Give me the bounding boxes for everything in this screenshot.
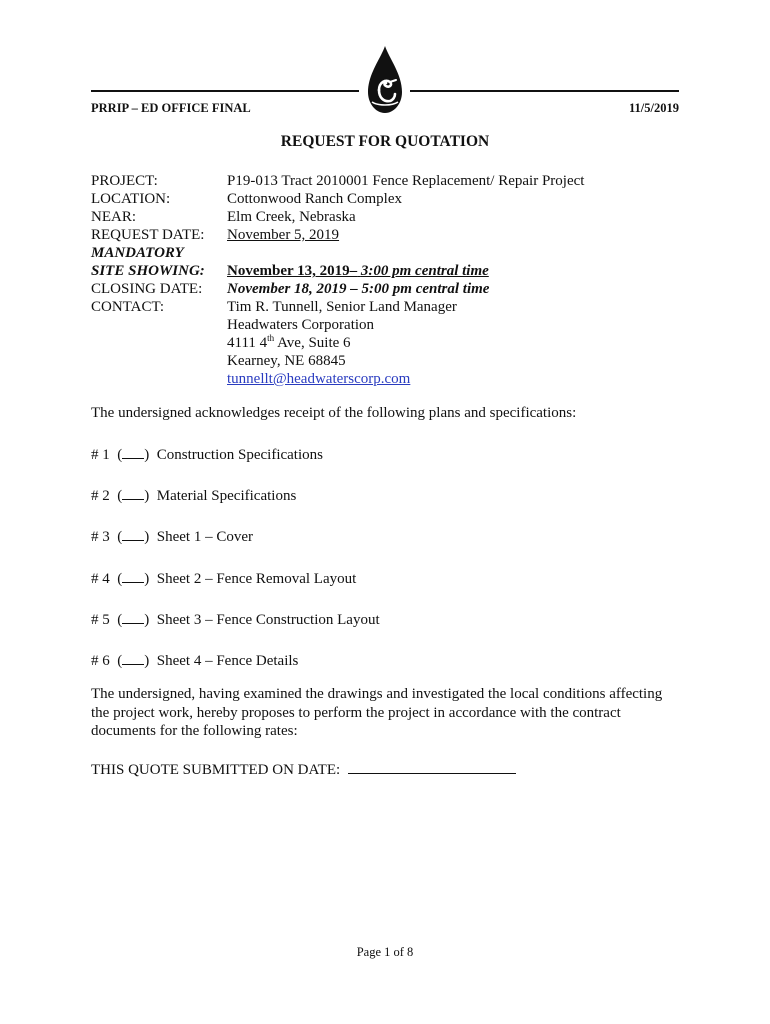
checklist-paren-open: ( [109,571,123,587]
address-street-rest: Ave, Suite 6 [274,335,351,351]
request-date-value: November 5, 2019 [227,227,340,243]
site-showing-label: SITE SHOWING: [91,263,205,279]
address-ordinal-suffix: th [267,333,275,343]
checklist-item [91,610,380,629]
checklist-paren-open: ( [109,488,123,504]
address-street-number: 4111 4 [227,335,268,351]
header-rule-left [91,90,359,92]
checklist-checkbox-blank[interactable] [122,486,144,500]
checklist-item-number: # 4 [91,571,110,587]
checklist-item-label: Sheet 4 – Fence Details [156,653,299,669]
header-office-label: PRRIP – ED OFFICE FINAL [91,101,251,115]
checklist-item-number: # 5 [91,612,110,628]
contact-address-line1 [227,334,351,352]
checklist-paren-close: ) [144,653,157,669]
checklist-item-label: Sheet 3 – Fence Construction Layout [156,612,380,628]
checklist-paren-open: ( [109,653,123,669]
proposal-line-1: The undersigned, having examined the drawings and investigated the local conditions affecting [91,686,663,702]
checklist-item-label: Sheet 1 – Cover [156,529,253,545]
checklist-paren-close: ) [144,447,157,463]
proposal-paragraph [91,685,691,741]
proposal-line-3: documents for the following rates: [91,723,298,739]
checklist-paren-open: ( [109,529,123,545]
checklist-paren-open: ( [109,447,123,463]
checklist-item [91,651,298,670]
contact-address-line2: Kearney, NE 68845 [227,353,346,369]
closing-date-label: CLOSING DATE: [91,281,203,297]
contact-label: CONTACT: [91,299,165,315]
heron-in-water-drop-logo [362,44,408,116]
checklist-item-number: # 6 [91,653,110,669]
document-title: REQUEST FOR QUOTATION [280,133,490,150]
contact-email-link[interactable]: tunnellt@headwaterscorp.com [227,371,411,387]
site-showing-value [227,262,489,280]
submitted-date-line [91,760,516,779]
site-showing-date: November 13, 2019– [227,263,358,279]
checklist-checkbox-blank[interactable] [122,610,144,624]
checklist-item-label: Construction Specifications [156,447,323,463]
closing-date-value: November 18, 2019 – 5:00 pm central time [227,281,490,297]
near-value: Elm Creek, Nebraska [227,209,356,225]
checklist-paren-open: ( [109,612,123,628]
checklist-paren-close: ) [144,529,157,545]
site-showing-time: 3:00 pm central time [360,263,489,279]
checklist-checkbox-blank[interactable] [122,651,144,665]
page-number: Page 1 of 8 [356,945,414,959]
submitted-date-label: THIS QUOTE SUBMITTED ON DATE: [91,762,341,778]
acknowledgement-text: The undersigned acknowledges receipt of the following plans and specifications: [91,405,577,421]
header-rule-right [410,90,679,92]
checklist-item-number: # 3 [91,529,110,545]
contact-name: Tim R. Tunnell, Senior Land Manager [227,299,457,315]
checklist-item-number: # 2 [91,488,110,504]
near-label: NEAR: [91,209,136,225]
project-value: P19-013 Tract 2010001 Fence Replacement/ Repair Project [227,173,585,189]
header-date: 11/5/2019 [628,101,679,115]
checklist-item [91,527,253,546]
checklist-paren-close: ) [144,571,157,587]
mandatory-label: MANDATORY [91,245,184,261]
checklist-item [91,569,356,588]
location-label: LOCATION: [91,191,171,207]
project-label: PROJECT: [91,173,158,189]
checklist-checkbox-blank[interactable] [122,527,144,541]
proposal-line-2: the project work, hereby proposes to perform the project in accordance with the contract [91,704,621,721]
checklist-item [91,445,323,464]
submitted-date-field[interactable] [348,760,516,774]
checklist-item-label: Material Specifications [156,488,297,504]
checklist-checkbox-blank[interactable] [122,569,144,583]
request-date-label: REQUEST DATE: [91,227,205,243]
location-value: Cottonwood Ranch Complex [227,191,402,207]
checklist-paren-close: ) [144,612,157,628]
checklist-paren-close: ) [144,488,157,504]
checklist-checkbox-blank[interactable] [122,445,144,459]
checklist-item-number: # 1 [91,447,110,463]
contact-organization: Headwaters Corporation [227,317,375,333]
checklist-item-label: Sheet 2 – Fence Removal Layout [156,571,357,587]
checklist-item [91,486,296,505]
